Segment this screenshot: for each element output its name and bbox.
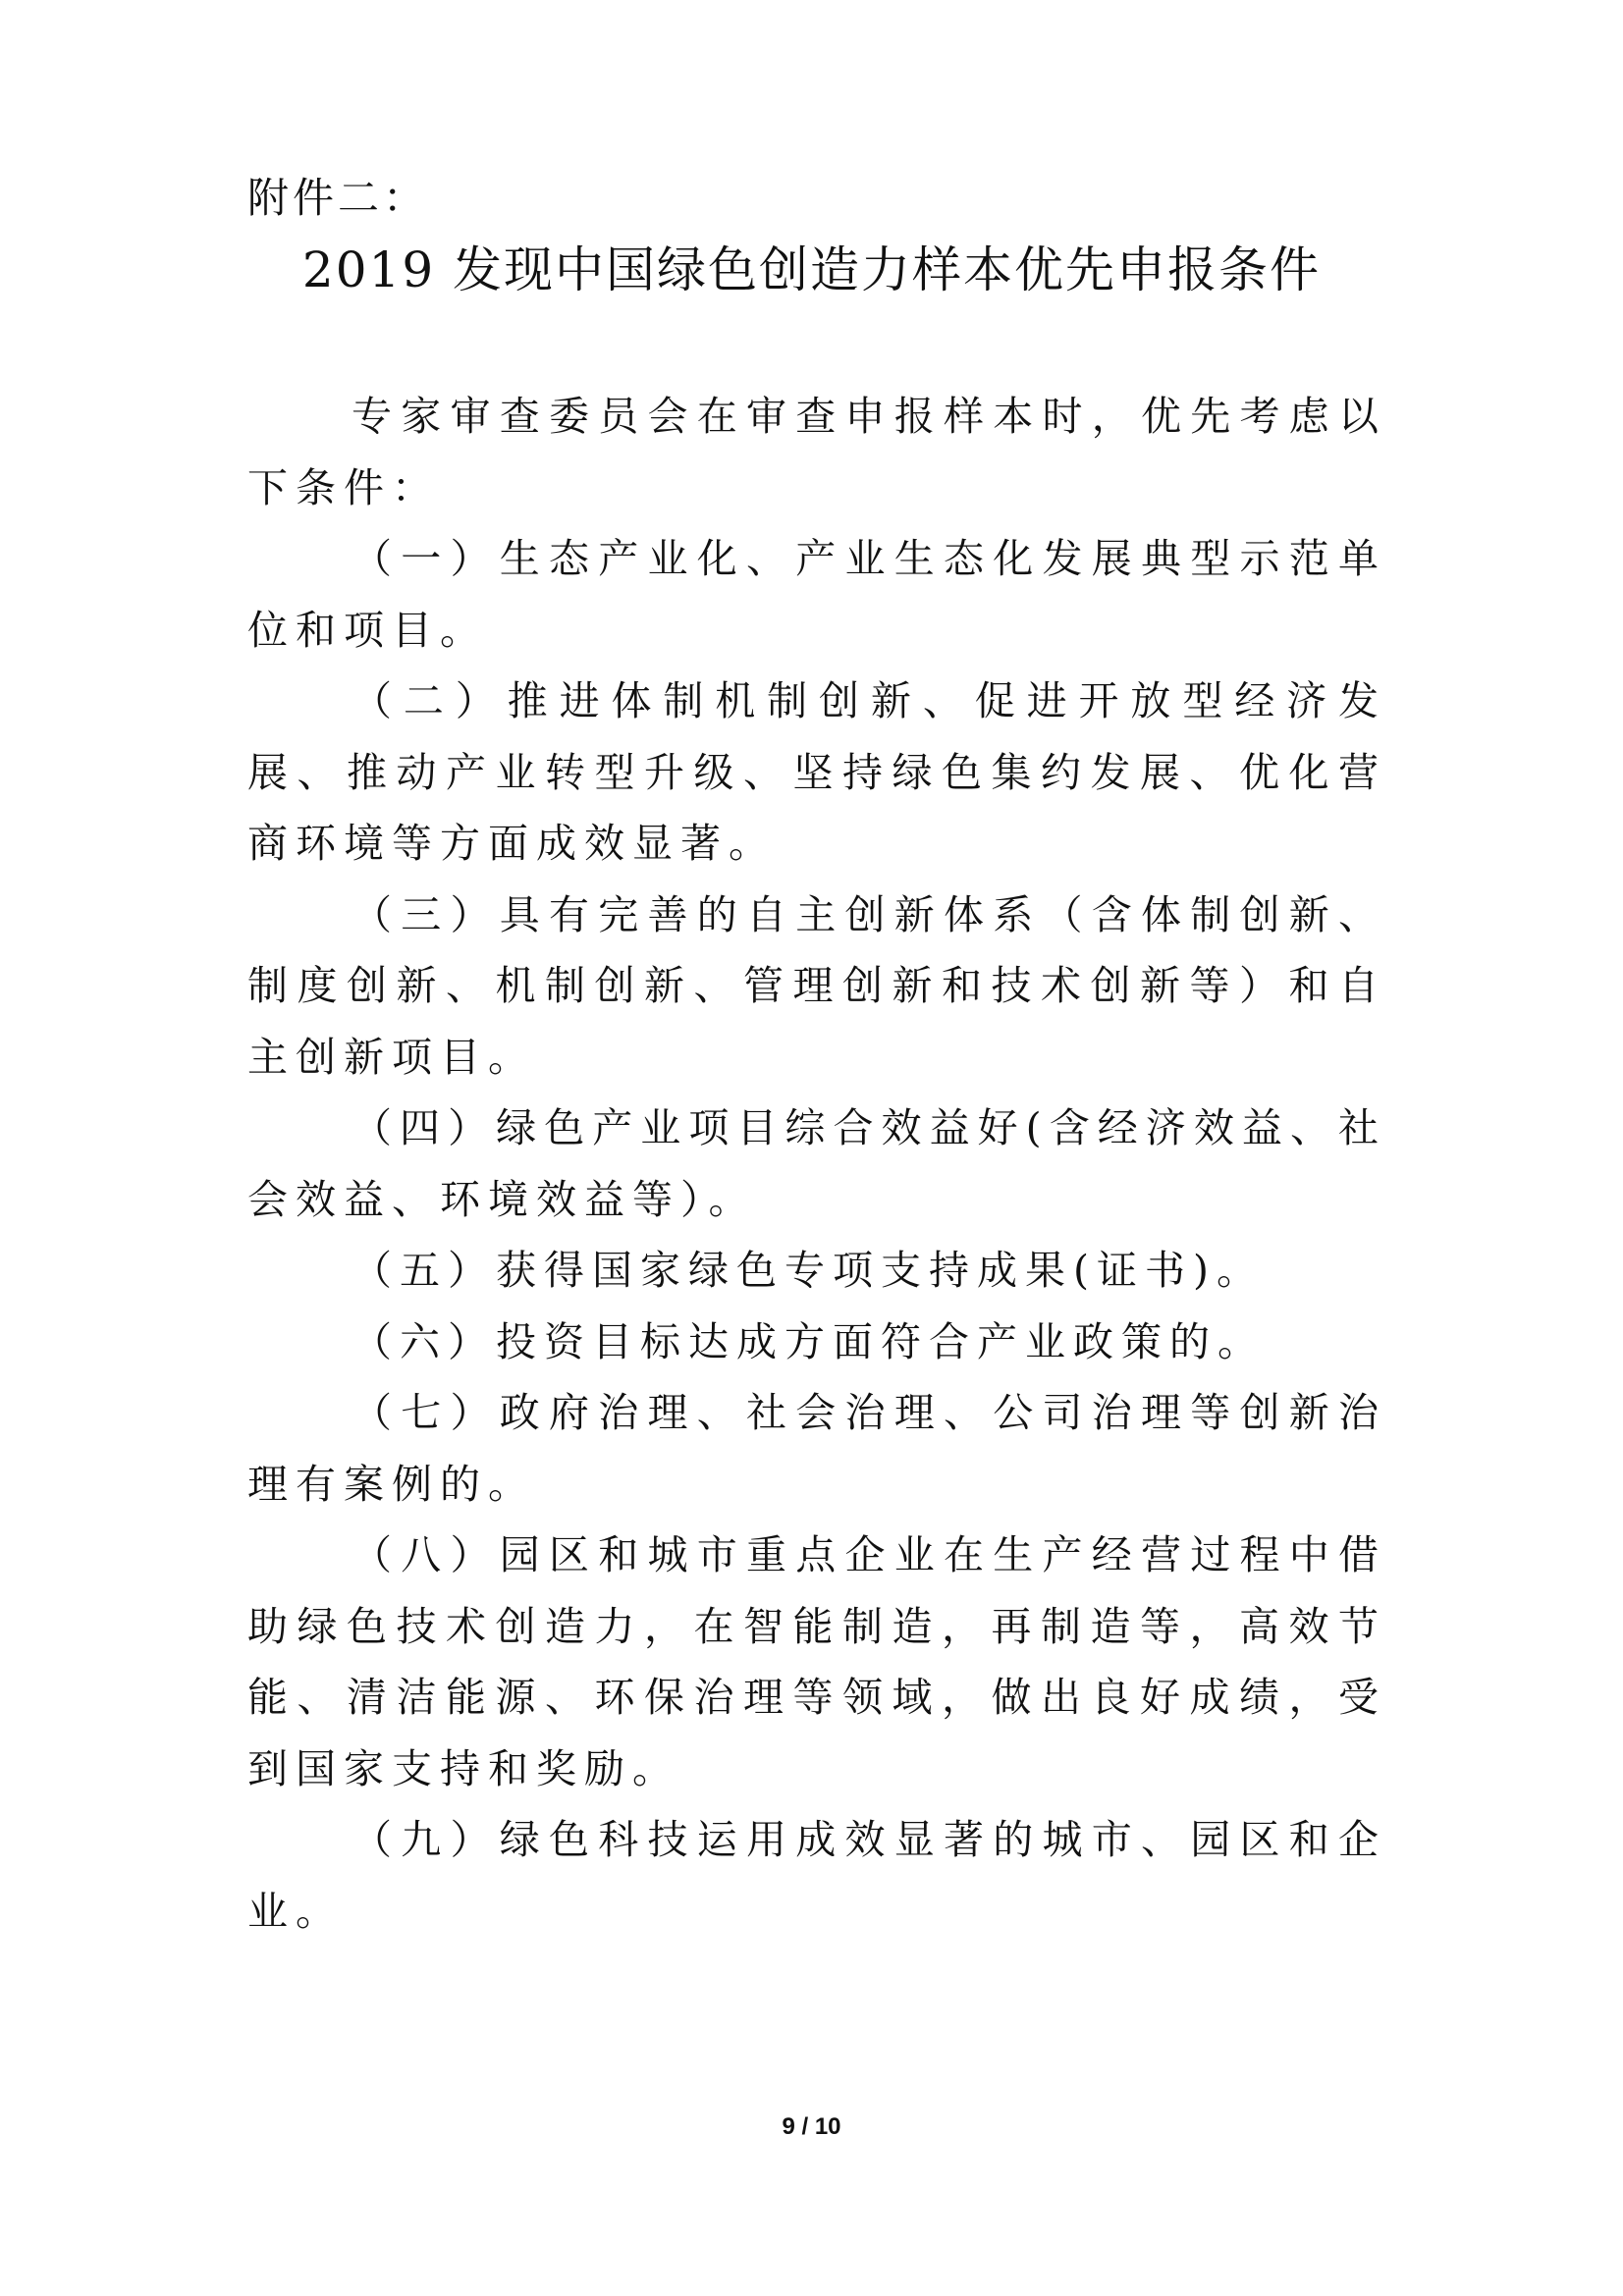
condition-item-3: （三）具有完善的自主创新体系（含体制创新、制度创新、机制创新、管理创新和技术创新等）和自主创新项目。 <box>247 890 1386 1081</box>
condition-item-2: （二）推进体制机制创新、促进开放型经济发展、推动产业转型升级、坚持绿色集约发展、优化营商环境等方面成效显著。 <box>247 677 1386 867</box>
condition-item-9: （九）绿色科技运用成效显著的城市、园区和企业。 <box>247 1816 1386 1935</box>
condition-item-7: （七）政府治理、社会治理、公司治理等创新治理有案例的。 <box>247 1389 1386 1508</box>
condition-item-5: （五）获得国家绿色专项支持成果(证书)。 <box>352 1247 1265 1294</box>
condition-item-8: （八）园区和城市重点企业在生产经营过程中借助绿色技术创造力，在智能制造，再制造等，高效节能、清洁能源、环保治理等领域，做出良好成绩，受到国家支持和奖励。 <box>247 1531 1386 1792</box>
intro-paragraph: 专家审查委员会在审查申报样本时，优先考虑以下条件： <box>247 393 1386 511</box>
condition-item-1: （一）生态产业化、产业生态化发展典型示范单位和项目。 <box>247 535 1386 654</box>
attachment-label: 附件二： <box>247 174 429 222</box>
condition-item-4: （四）绿色产业项目综合效益好(含经济效益、社会效益、环境效益等）。 <box>247 1104 1386 1223</box>
document-title: 2019 发现中国绿色创造力样本优先申报条件 <box>301 241 1322 298</box>
page-number: 9 / 10 <box>782 2113 841 2140</box>
condition-item-6: （六）投资目标达成方面符合产业政策的。 <box>352 1317 1266 1365</box>
document-body <box>247 381 1386 1947</box>
